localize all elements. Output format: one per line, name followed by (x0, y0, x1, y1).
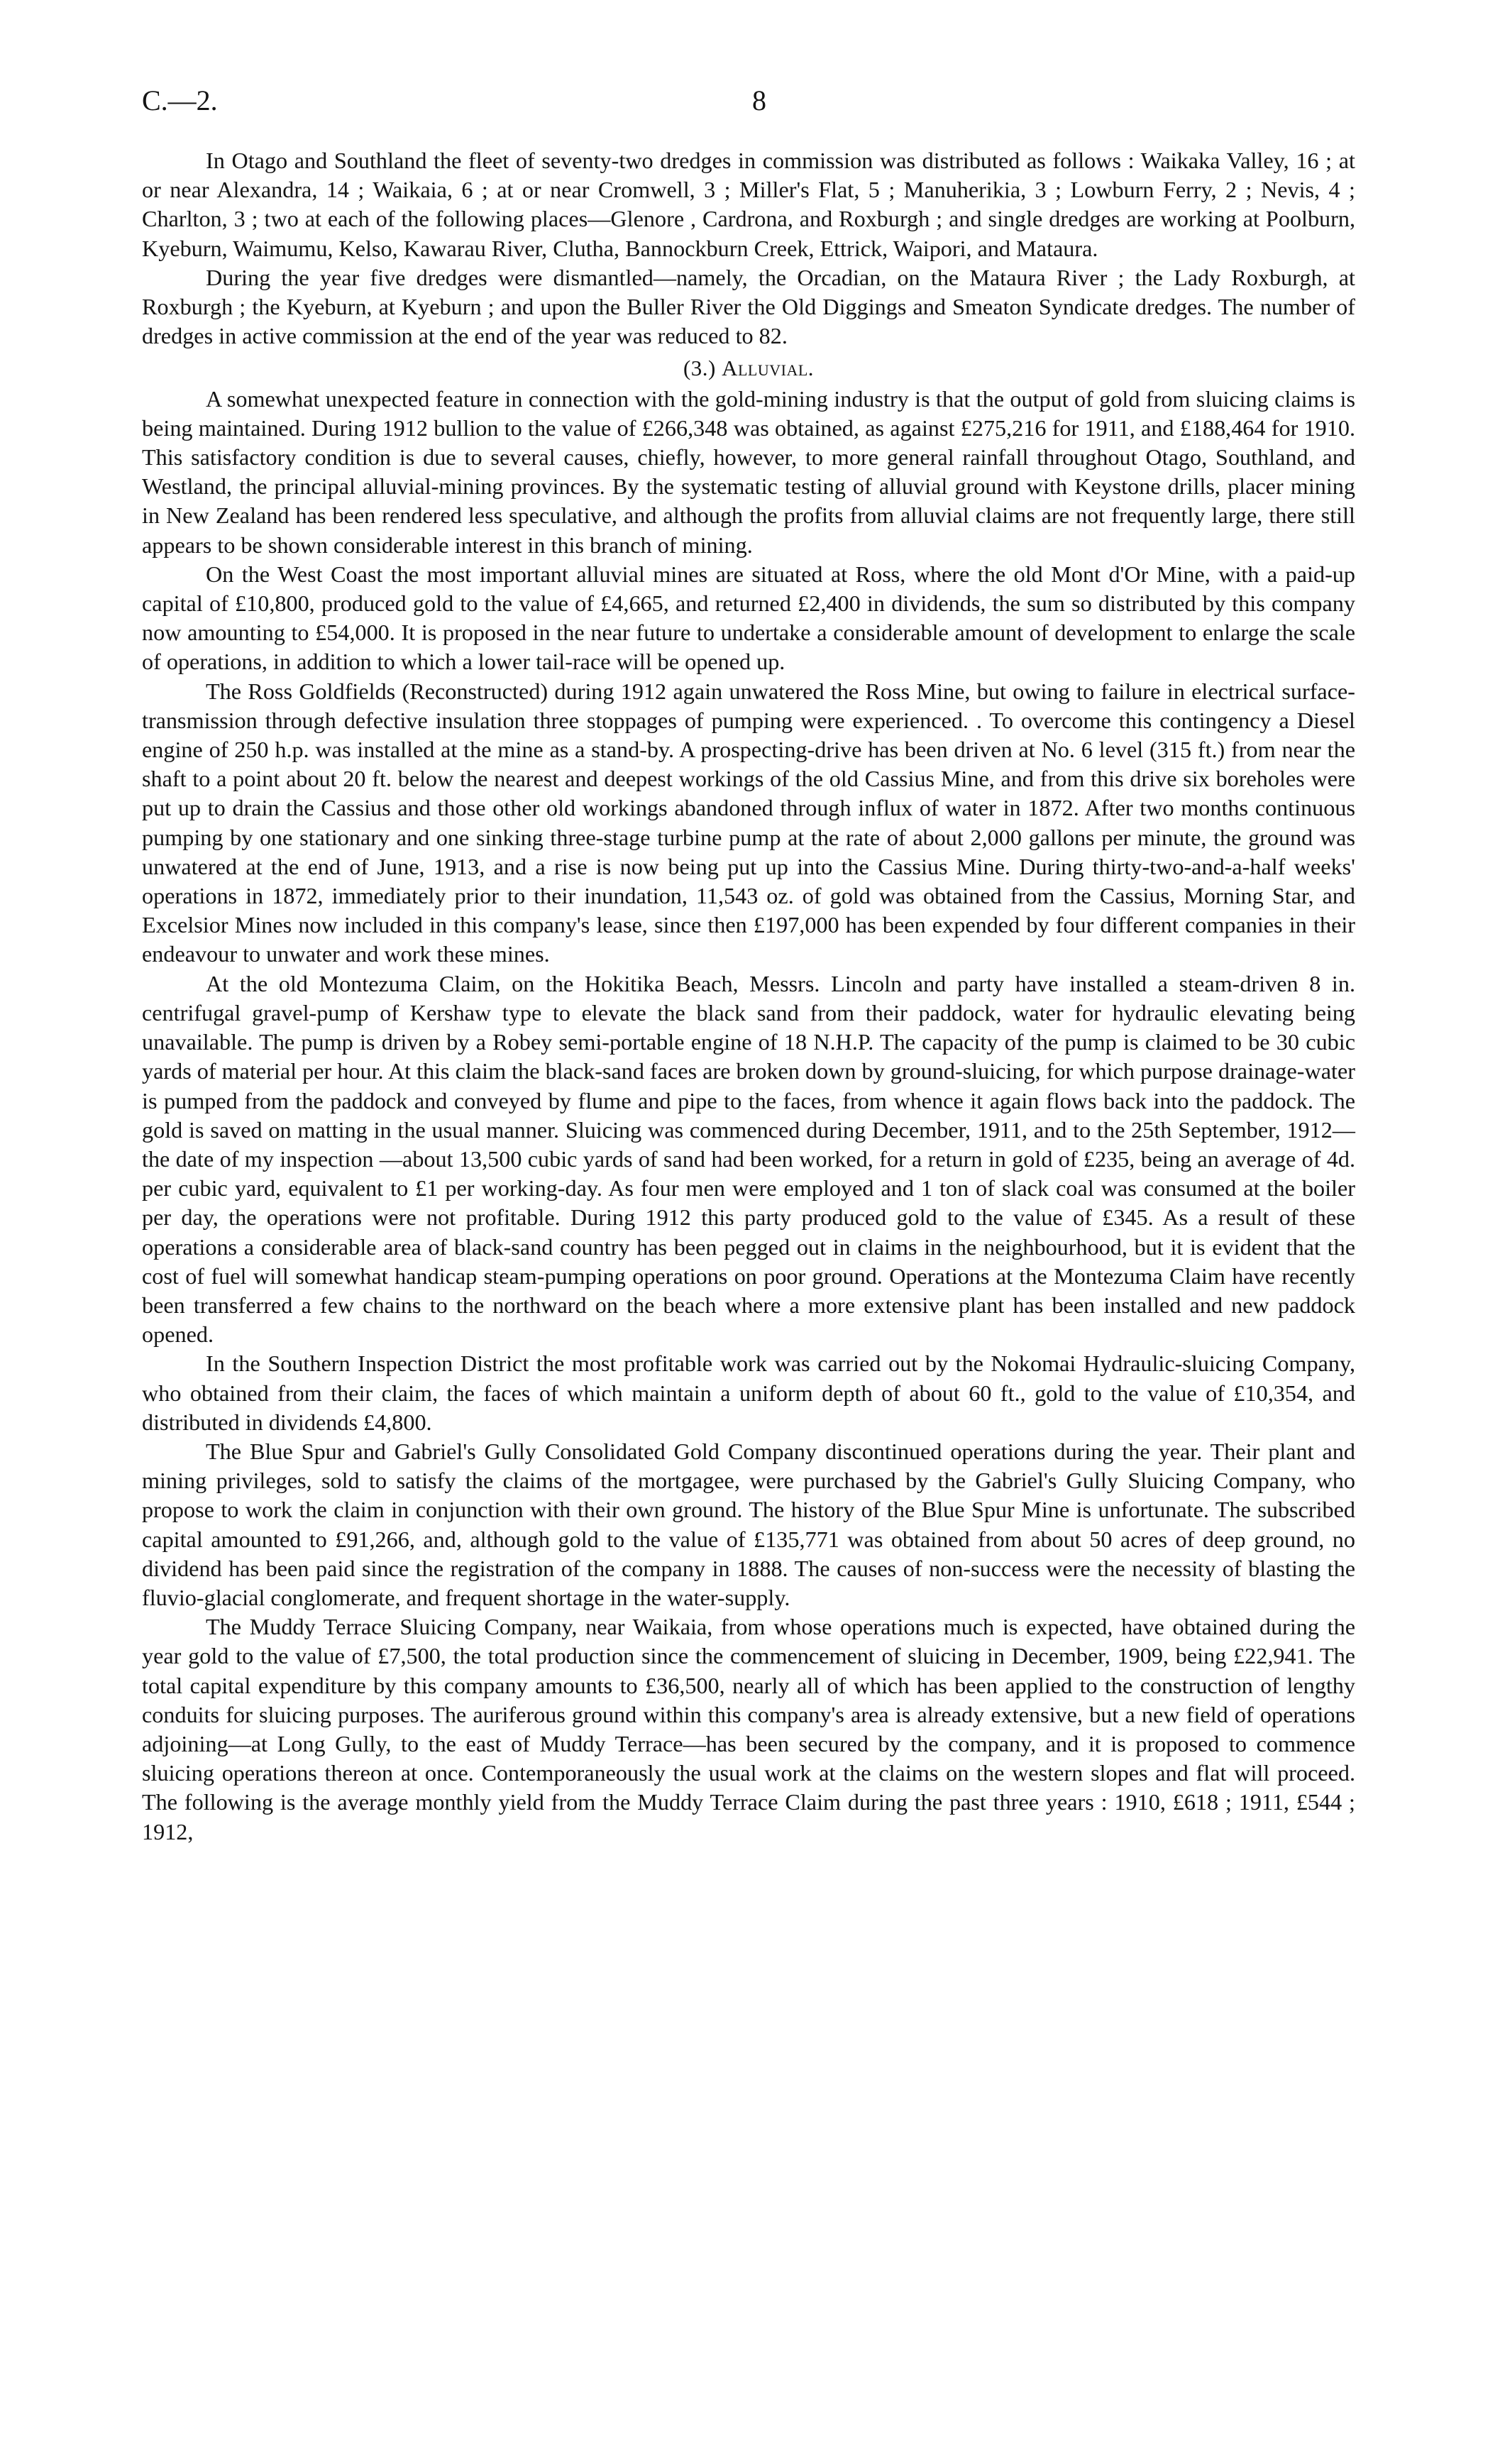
paragraph-nokomai: In the Southern Inspection District the most profitable work was carried out by the Nokomai Hydraulic-sluicing Company, who obtained from their claim, the faces of which maintain a uniform depth of about 60 ft., gold to the value of £10,354, and distributed in dividends £4,800. (142, 1351, 1355, 1435)
paragraph-dredge-distribution: In Otago and Southland the fleet of seventy-two dredges in commission was distributed as follows : Waikaka Valley, 16 ; at or near Alexandra, 14 ; Waikaia, 6 ; at or near Cromwell, 3 ; Miller's Flat, 5 ; Manuherikia, 3 ; Lowburn Ferry, 2 ; Nevis, 4 ; Charlton, 3 ; two at each of the following places—Glenore , Cardrona, and Roxburgh ; and single dredges are working at Poolburn, Kyeburn, Waimumu, Kelso, Kawarau River, Clutha, Bannockburn Creek, Ettrick, Waipori, and Mataura. (142, 148, 1355, 261)
page-header (142, 84, 1355, 126)
paragraph-west-coast-ross: On the West Coast the most important alluvial mines are situated at Ross, where the old Mont d'Or Mine, with a paid-up capital of £10,800, produced gold to the value of £4,665, and returned £2,400 in dividends, the sum so distributed by this company now amounting to £54,000. It is proposed in the near future to undertake a considerable amount of development to enlarge the scale of operations, in addition to which a lower tail-race will be opened up. (142, 561, 1355, 675)
body-text (142, 146, 1355, 1847)
paragraph-dredges-dismantled: During the year five dredges were dismantled—namely, the Orcadian, on the Mataura River ; the Lady Roxburgh, at Roxburgh ; the Kyeburn, at Kyeburn ; and upon the Buller River the Old Diggings and Smeaton Syndicate dredges. The number of dredges in active commission at the end of the year was reduced to 82. (142, 264, 1355, 349)
section-number: (3.) (683, 356, 716, 381)
document-reference: C.—2. (142, 84, 218, 116)
paragraph-sluicing-output: A somewhat unexpected feature in connection with the gold-mining industry is that the output of gold from sluicing claims is being maintained. During 1912 bullion to the value of £266,348 was obtained, as against £275,216 for 1911, and £188,464 for 1910. This satisfactory condition is due to several causes, chiefly, however, to more general rainfall throughout Otago, Southland, and Westland, the principal alluvial-mining provinces. By the systematic testing of alluvial ground with Keystone drills, placer mining in New Zealand has been rendered less speculative, and although the profits from alluvial claims are not frequently large, there still appears to be shown considerable interest in this branch of mining. (142, 385, 1355, 558)
paragraph-ross-goldfields: The Ross Goldfields (Reconstructed) during 1912 again unwatered the Ross Mine, but owing to failure in electrical surface-transmission through defective insulation three stoppages of pumping were experienced. . To overcome this contingency a Diesel engine of 250 h.p. was installed at the mine as a stand-by. A prospecting-drive has been driven at No. 6 level (315 ft.) from near the shaft to a point about 20 ft. below the nearest and deepest workings of the old Cassius Mine, and from this drive six boreholes were put up to drain the Cassius and those other old workings abandoned through influx of water in 1872. After two months continuous pumping by one stationary and one sinking three-stage turbine pump at the rate of about 2,000 gallons per minute, the ground was unwatered at the end of June, 1913, and a rise is now being put up into the Cassius Mine. During thirty-two-and-a-half weeks' operations in 1872, immediately prior to their inundation, 11,543 oz. of gold was obtained from the Cassius, Morning Star, and Excelsior Mines now included in this company's lease, since then £197,000 has been expended by four different companies in their endeavour to unwater and work these mines. (142, 678, 1355, 967)
paragraph-montezuma-claim: At the old Montezuma Claim, on the Hokitika Beach, Messrs. Lincoln and party have installed a steam-driven 8 in. centrifugal gravel-pump of Kershaw type to elevate the black sand from their paddock, water for hydraulic elevating being unavailable. The pump is driven by a Robey semi-portable engine of 18 N.H.P. The capacity of the pump is claimed to be 30 cubic yards of material per hour. At this claim the black-sand faces are broken down by ground-sluicing, for which purpose drainage-water is pumped from the paddock and conveyed by flume and pipe to the faces, from whence it again flows back into the paddock. The gold is saved on matting in the usual manner. Sluicing was commenced during December, 1911, and to the 25th September, 1912—the date of my inspection —about 13,500 cubic yards of sand had been worked, for a return in gold of £235, being an average of 4d. per cubic yard, equivalent to £1 per working-day. As four men were employed and 1 ton of slack coal was consumed at the boiler per day, the operations were not profitable. During 1912 this party produced gold to the value of £345. As a result of these operations a considerable area of black-sand country has been pegged out in claims in the neighbourhood, but it is evident that the cost of fuel will somewhat handicap steam-pumping operations on poor ground. Operations at the Montezuma Claim have recently been transferred a few chains to the northward on the beach where a more extensive plant has been installed and new paddock opened. (142, 970, 1355, 1348)
paragraph-muddy-terrace: The Muddy Terrace Sluicing Company, near Waikaia, from whose operations much is expected, have obtained during the year gold to the value of £7,500, the total production since the commencement of sluicing in December, 1909, being £22,941. The total capital expenditure by this company amounts to £36,500, nearly all of which has been applied to the construction of lengthy conduits for sluicing purposes. The auriferous ground within this company's area is already extensive, but a new field of operations adjoining—at Long Gully, to the east of Muddy Terrace—has been secured by the company, and it is proposed to commence sluicing operations thereon at once. Contemporaneously the usual work at the claims on the western slopes and flat will proceed. The following is the average monthly yield from the Muddy Terrace Claim during the past three years : 1910, £618 ; 1911, £544 ; 1912, (142, 1614, 1355, 1844)
paragraph-blue-spur: The Blue Spur and Gabriel's Gully Consolidated Gold Company discontinued operations during the year. Their plant and mining privileges, sold to satisfy the claims of the mortgagee, were purchased by the Gabriel's Gully Sluicing Company, who propose to work the claim in conjunction with their own ground. The history of the Blue Spur Mine is unfortunate. The subscribed capital amounted to £91,266, and, although gold to the value of £135,771 was obtained from about 50 acres of deep ground, no dividend has been paid since the registration of the company in 1888. The causes of non-success were the necessity of blasting the fluvio-glacial conglomerate, and frequent shortage in the water-supply. (142, 1438, 1355, 1610)
section-heading-alluvial (142, 353, 1355, 383)
section-title: Alluvial. (722, 356, 815, 381)
page-number: 8 (752, 84, 766, 116)
